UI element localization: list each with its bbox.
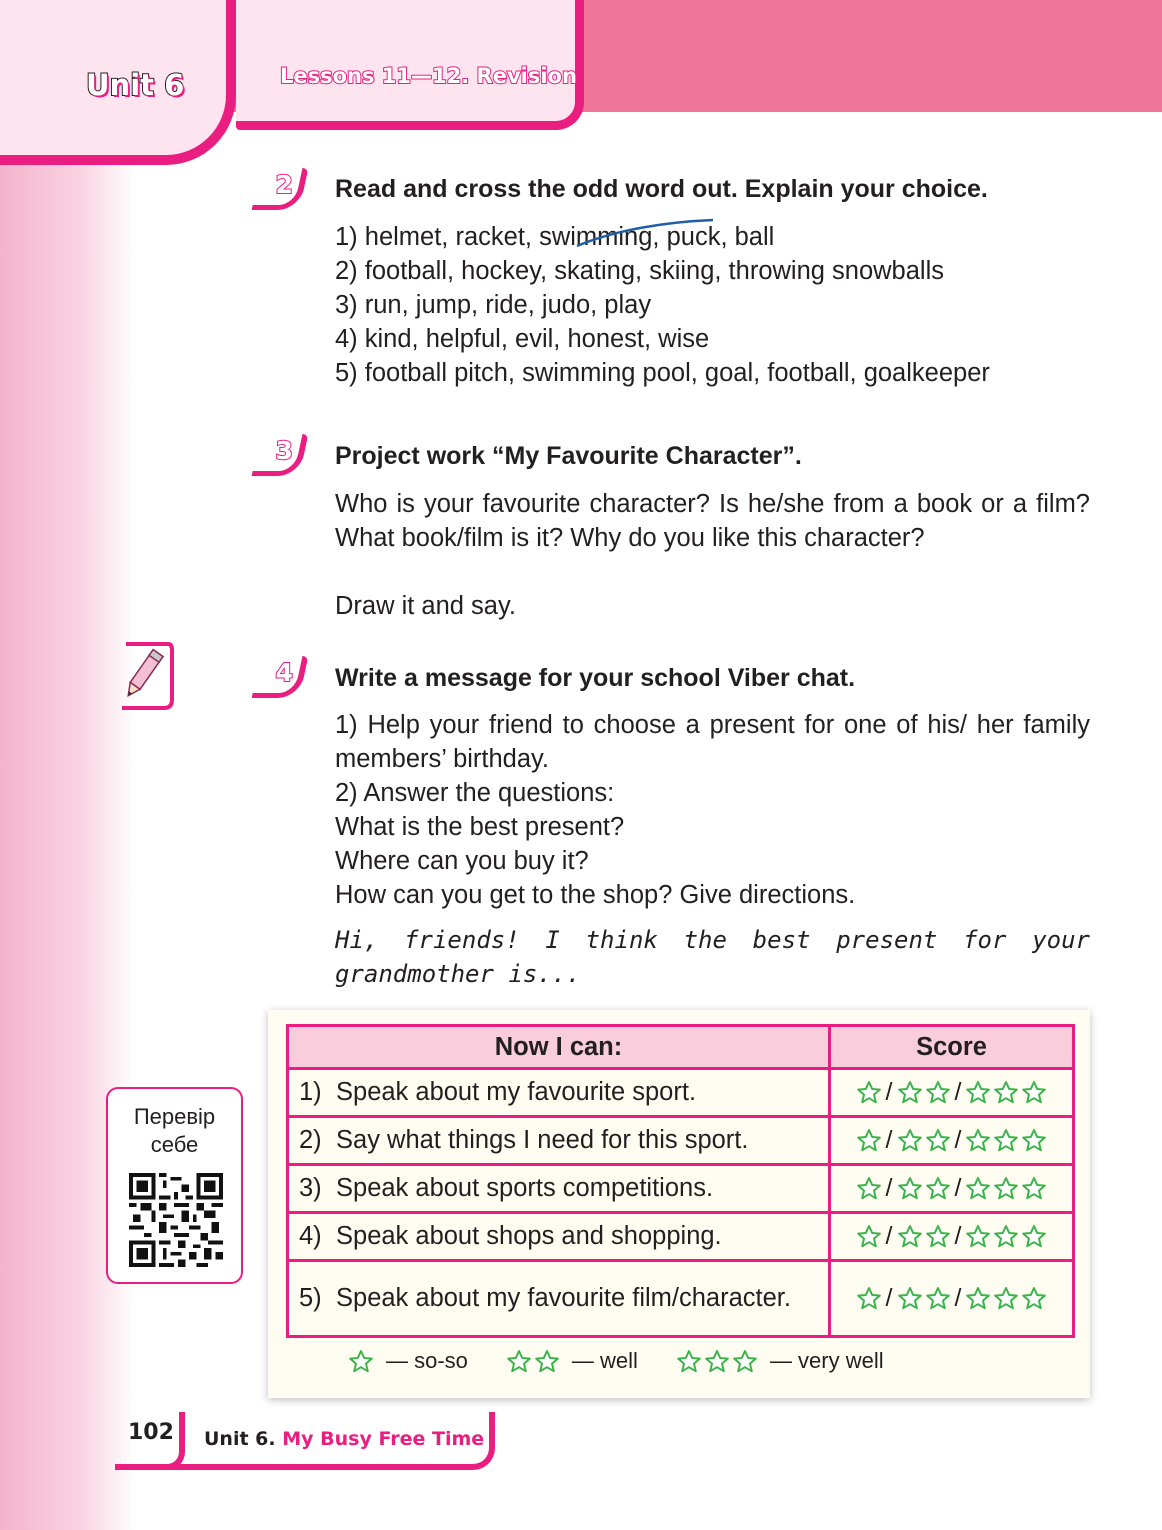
row-number: 2): [299, 1126, 322, 1154]
column-header-score: Score: [830, 1026, 1074, 1069]
exercise-number-2: 2: [252, 168, 309, 210]
list-item: 3) run, jump, ride, judo, play: [335, 291, 652, 319]
pencil-icon: [112, 640, 174, 712]
legend-item: [676, 1348, 884, 1374]
page-number: 102: [128, 1420, 174, 1445]
star-icon: [506, 1349, 532, 1374]
star-icon: [925, 1176, 951, 1201]
exercise-3-line: Draw it and say.: [335, 592, 516, 620]
can-statement-cell: [288, 1069, 830, 1117]
star-icon: [965, 1286, 991, 1311]
star-icon: [965, 1176, 991, 1201]
score-separator: /: [885, 1284, 893, 1312]
cross-out-stroke: [575, 218, 715, 248]
lessons-label: Lessons 11—12. Revision: [280, 64, 577, 88]
score-cell[interactable]: [830, 1213, 1074, 1261]
star-icon: [993, 1176, 1019, 1201]
exercise-4-title: Write a message for your school Viber chat.: [335, 664, 856, 692]
star-icon: [897, 1286, 923, 1311]
score-cell[interactable]: [830, 1165, 1074, 1213]
question-line: Where can you buy it?: [335, 847, 589, 875]
star-icon: [897, 1176, 923, 1201]
list-item: 4) kind, helpful, evil, honest, wise: [335, 325, 710, 353]
exercise-4-paragraph: 1) Help your friend to choose a present for one of his/ her family members’ birthday.: [335, 711, 1090, 773]
row-number: 4): [299, 1222, 322, 1250]
exercise-3-paragraph: Who is your favourite character? Is he/she from a book or a film? What book/film is it? Why do you like this character?: [335, 490, 1090, 552]
star-icon: [925, 1286, 951, 1311]
star-icon: [965, 1080, 991, 1105]
table-row: [288, 1213, 1074, 1261]
star-icon: [897, 1224, 923, 1249]
exercise-number-3: 3: [252, 434, 309, 476]
star-icon: [925, 1128, 951, 1153]
exercise-3-title: Project work “My Favourite Character”.: [335, 442, 802, 470]
legend-label: — well: [571, 1348, 638, 1373]
star-icon: [897, 1080, 923, 1105]
star-icon: [1021, 1128, 1047, 1153]
legend-label: — so-so: [386, 1348, 468, 1373]
column-header-now-i-can: Now I can:: [288, 1026, 830, 1069]
star-icon: [732, 1349, 758, 1374]
star-icon: [856, 1080, 882, 1105]
footer-title: My Busy Free Time: [282, 1428, 485, 1450]
left-margin-strip: [0, 0, 135, 1530]
star-icon: [993, 1286, 1019, 1311]
self-check-box[interactable]: [106, 1087, 243, 1284]
star-icon: [1021, 1080, 1047, 1105]
table-row: [288, 1117, 1074, 1165]
score-cell[interactable]: [830, 1069, 1074, 1117]
exercise-4-questions: [335, 776, 1090, 912]
table-row: [288, 1165, 1074, 1213]
score-separator: /: [954, 1078, 962, 1106]
table-header-row: [288, 1026, 1074, 1069]
star-icon: [993, 1128, 1019, 1153]
self-check-label: Перевір себе: [133, 1104, 216, 1157]
legend-item: [348, 1348, 468, 1374]
row-number: 5): [299, 1284, 322, 1312]
unit-label: Unit 6: [86, 68, 185, 102]
star-icon: [965, 1224, 991, 1249]
score-separator: /: [954, 1222, 962, 1250]
star-icon: [534, 1349, 560, 1374]
star-icon: [1021, 1224, 1047, 1249]
score-cell[interactable]: [830, 1261, 1074, 1337]
score-separator: /: [954, 1126, 962, 1154]
star-icon: [993, 1224, 1019, 1249]
question-line: How can you get to the shop? Give directions.: [335, 881, 856, 909]
can-statement: Say what things I need for this sport.: [336, 1126, 749, 1154]
can-statement-cell: [288, 1261, 830, 1337]
can-statement-cell: [288, 1117, 830, 1165]
table-row: [288, 1261, 1074, 1337]
star-legend: [348, 1346, 922, 1376]
score-separator: /: [954, 1284, 962, 1312]
footer-unit-title: [204, 1428, 484, 1450]
table-row: [288, 1069, 1074, 1117]
star-icon: [897, 1128, 923, 1153]
row-number: 1): [299, 1078, 322, 1106]
self-assessment-table: [286, 1024, 1075, 1338]
star-icon: [925, 1224, 951, 1249]
star-icon: [965, 1128, 991, 1153]
star-icon: [856, 1286, 882, 1311]
star-icon: [676, 1349, 702, 1374]
star-icon: [856, 1224, 882, 1249]
exercise-number-4: 4: [252, 656, 309, 698]
question-line: What is the best present?: [335, 813, 625, 841]
footer-unit: Unit 6.: [204, 1428, 276, 1450]
qr-code-icon[interactable]: [129, 1173, 223, 1267]
star-icon: [1021, 1176, 1047, 1201]
score-separator: /: [885, 1126, 893, 1154]
list-item: 1) helmet, racket, swimming, puck, ball: [335, 223, 775, 251]
can-statement: Speak about my favourite sport.: [336, 1078, 697, 1106]
can-statement: Speak about my favourite film/character.: [336, 1284, 791, 1312]
score-separator: /: [885, 1174, 893, 1202]
score-separator: /: [954, 1174, 962, 1202]
list-item: 2) football, hockey, skating, skiing, throwing snowballs: [335, 257, 944, 285]
star-icon: [856, 1176, 882, 1201]
star-icon: [704, 1349, 730, 1374]
star-icon: [348, 1349, 374, 1374]
exercise-2-title: Read and cross the odd word out. Explain your choice.: [335, 175, 988, 203]
score-separator: /: [885, 1078, 893, 1106]
star-icon: [856, 1128, 882, 1153]
can-statement-cell: [288, 1213, 830, 1261]
star-icon: [993, 1080, 1019, 1105]
question-line: 2) Answer the questions:: [335, 779, 615, 807]
can-statement: Speak about sports competitions.: [336, 1174, 714, 1202]
star-icon: [1021, 1286, 1047, 1311]
row-number: 3): [299, 1174, 322, 1202]
can-statement: Speak about shops and shopping.: [336, 1222, 722, 1250]
score-cell[interactable]: [830, 1117, 1074, 1165]
list-item: 5) football pitch, swimming pool, goal, football, goalkeeper: [335, 359, 990, 387]
exercise-4-example: Hi, friends! I think the best present for your grandmother is...: [335, 926, 1090, 988]
can-statement-cell: [288, 1165, 830, 1213]
score-separator: /: [885, 1222, 893, 1250]
legend-label: — very well: [769, 1348, 884, 1373]
star-icon: [925, 1080, 951, 1105]
legend-item: [506, 1348, 638, 1374]
